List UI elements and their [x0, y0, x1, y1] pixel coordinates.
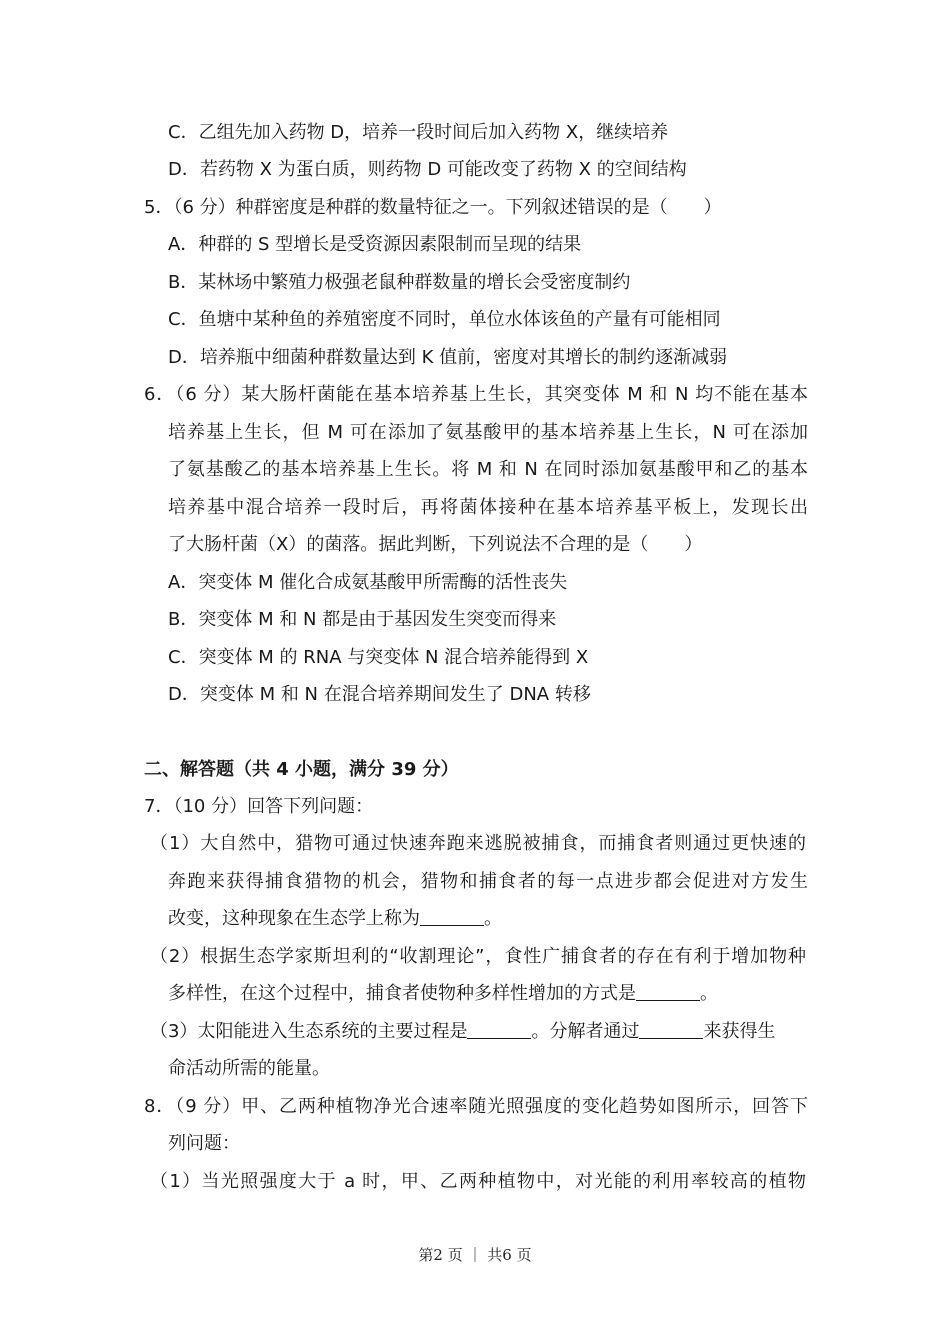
q6-stem-line-5: 了大肠杆菌（X）的菌落。据此判断，下列说法不合理的是（ ）: [168, 534, 703, 555]
q7-part1-end: 。: [484, 908, 502, 929]
q6-option-c: C．突变体 M 的 RNA 与突变体 N 混合培养能得到 X: [168, 647, 589, 668]
q6-option-a: A．突变体 M 催化合成氨基酸甲所需酶的活性丧失: [168, 572, 568, 593]
q5-stem: 5．（6 分）种群密度是种群的数量特征之一。下列叙述错误的是（ ）: [144, 197, 722, 218]
q7-part1-line-1: （1）大自然中，猎物可通过快速奔跑来逃脱被捕食，而捕食者则通过更快速的: [150, 833, 806, 854]
answer-blank[interactable]: [420, 907, 484, 926]
q5-option-b: B．某林场中繁殖力极强老鼠种群数量的增长会受密度制约: [168, 272, 631, 293]
q4-option-c: C．乙组先加入药物 D，培养一段时间后加入药物 X，继续培养: [168, 122, 669, 143]
q6-stem-line-4: 培养基中混合培养一段时后，再将菌体接种在基本培养基平板上，发现长出: [168, 497, 808, 518]
q7-part3-text-b: 。分解者通过: [531, 1021, 640, 1042]
q7-part1-line-2: 奔跑来获得捕食猎物的机会，猎物和捕食者的每一点进步都会促进对方发生: [168, 871, 808, 892]
answer-blank[interactable]: [639, 1020, 703, 1039]
q7-part3-line-1: [150, 1020, 775, 1044]
q6-option-d: D．突变体 M 和 N 在混合培养期间发生了 DNA 转移: [168, 684, 591, 705]
q7-stem: 7．（10 分）回答下列问题：: [144, 796, 374, 817]
q7-part2-end: 。: [700, 983, 718, 1004]
section-heading: 二、解答题（共 4 小题，满分 39 分）: [144, 759, 459, 780]
q5-option-d: D．培养瓶中细菌种群数量达到 K 值前，密度对其增长的制约逐渐减弱: [168, 347, 728, 368]
q7-part3-text-a: （3）太阳能进入生态系统的主要过程是: [150, 1021, 468, 1042]
q8-stem-line-1: 8．（9 分）甲、乙两种植物净光合速率随光照强度的变化趋势如图所示，回答下: [144, 1096, 808, 1117]
q7-part1-line-3: [168, 907, 502, 931]
q5-option-a: A．种群的 S 型增长是受资源因素限制而呈现的结果: [168, 234, 582, 255]
q8-part1-line-1: （1）当光照强度大于 a 时，甲、乙两种植物中，对光能的利用率较高的植物: [150, 1171, 806, 1192]
q7-part3-text-c: 来获得生: [703, 1021, 776, 1042]
page-footer: 第2 页 ｜ 共6 页: [418, 1246, 532, 1264]
q7-part3-line-2: 命活动所需的能量。: [168, 1058, 330, 1079]
q4-option-d: D．若药物 X 为蛋白质，则药物 D 可能改变了药物 X 的空间结构: [168, 159, 687, 180]
q8-stem-line-2: 列问题：: [168, 1133, 240, 1154]
q7-part2-text: 多样性，在这个过程中，捕食者使物种多样性增加的方式是: [168, 983, 636, 1004]
q7-part2-line-2: [168, 982, 718, 1006]
answer-blank[interactable]: [467, 1020, 531, 1039]
q6-stem-line-3: 了氨基酸乙的基本培养基上生长。将 M 和 N 在同时添加氨基酸甲和乙的基本: [168, 459, 808, 480]
q6-option-b: B．突变体 M 和 N 都是由于基因发生突变而得来: [168, 609, 557, 630]
answer-blank[interactable]: [636, 982, 700, 1001]
q7-part2-line-1: （2）根据生态学家斯坦利的“收割理论”，食性广捕食者的存在有利于增加物种: [150, 946, 806, 967]
q7-part1-text: 改变，这种现象在生态学上称为: [168, 908, 420, 929]
q6-stem-line-2: 培养基上生长，但 M 可在添加了氨基酸甲的基本培养基上生长，N 可在添加: [168, 422, 808, 443]
q6-stem-line-1: 6．（6 分）某大肠杆菌能在基本培养基上生长，其突变体 M 和 N 均不能在基本: [144, 384, 808, 405]
q5-option-c: C．鱼塘中某种鱼的养殖密度不同时，单位水体该鱼的产量有可能相同: [168, 309, 721, 330]
